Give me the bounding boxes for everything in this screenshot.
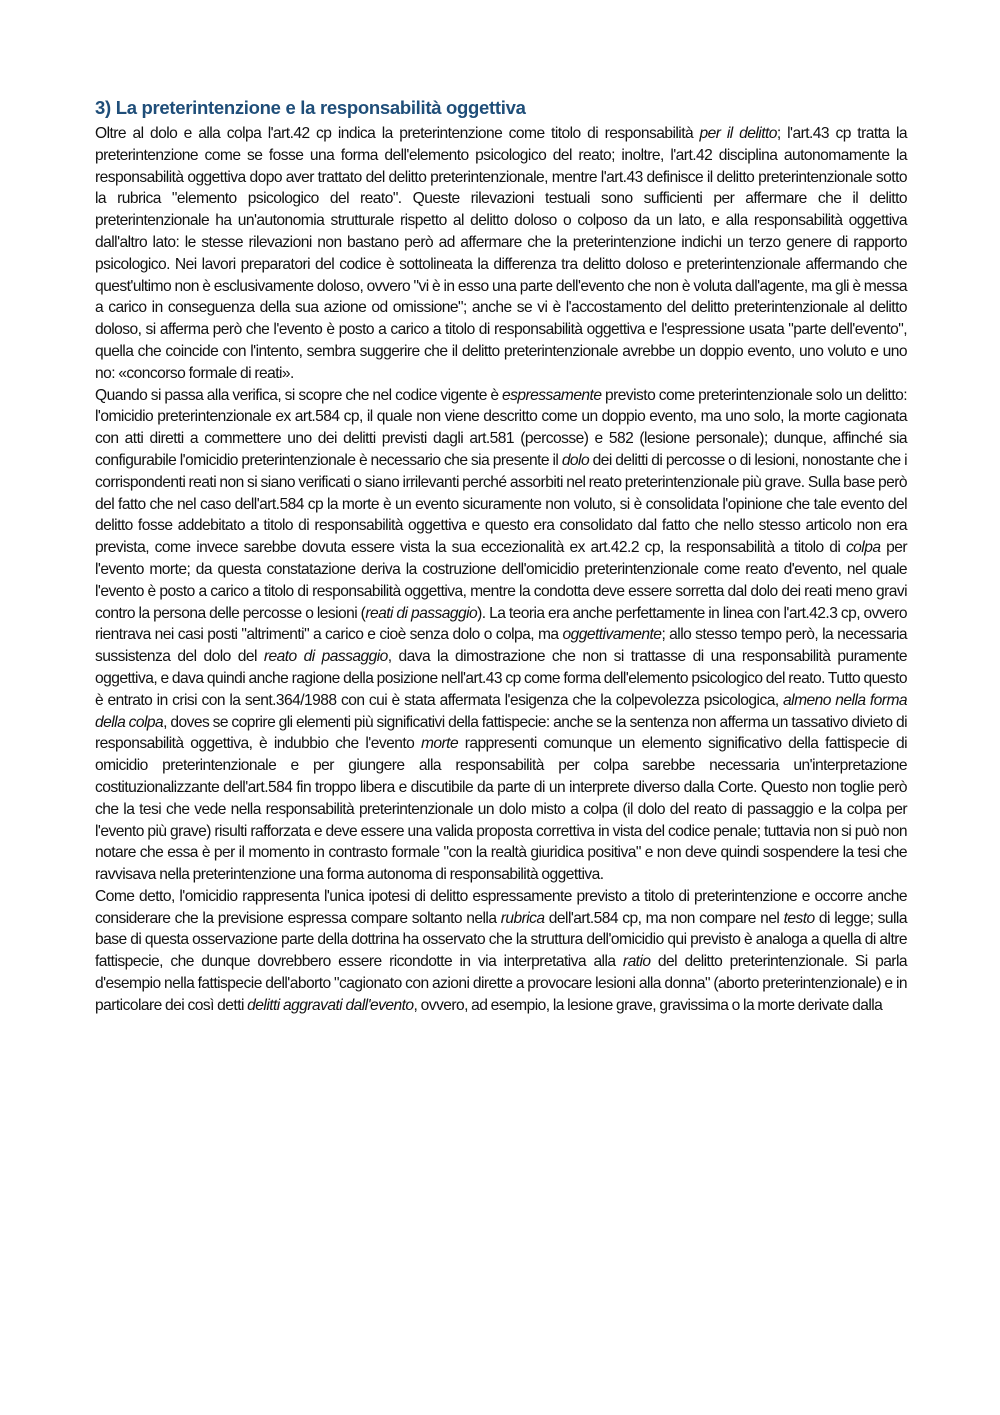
italic-text-run: colpa — [845, 539, 881, 557]
text-run: dei delitti di percosse o di lesioni, nonostante che i corrispondenti reati non si siano verificati o siano irrilevanti perché assorbiti nel reato preterintenzionale più grave. Sulla base però del fatto che nel caso dell'art.584 cp la morte è un evento sicuramente non voluto, si è consolidata l'opinione che tale evento del delitto fosse addebitato a titolo di responsabilità oggettiva e questo era consolidato dal fatto che nello stesso articolo non era prevista, come invece sarebbe dovuta essere vista la sua eccezionalità ex art.42.2 cp, la responsabilità a titolo di — [95, 451, 907, 557]
italic-text-run: morte — [420, 735, 459, 753]
text-run: ; l'art.43 cp tratta la preterintenzione come se fosse una forma dell'elemento psicologico del reato; inoltre, l'art.42 disciplina autonomamente la responsabilità oggettiva dopo aver trattato del delitto preterintenzionale, mentre l'art.43 definisce il delitto preterintenzionale sotto la rubrica "elemento psicologico del reato". Queste rilevazioni testuali sono sufficienti per affermare che il delitto preterintenzionale ha un'autonomia strutturale rispetto al delitto doloso o colposo da un lato, e alla responsabilità oggettiva dall'altro lato: le stesse rilevazioni non bastano però ad affermare che la preterintenzione indichi un terzo genere di rapporto psicologico. Nei lavori preparatori del codice è sottolineata la differenza tra delitto doloso e preterintenzionale affermando che quest'ultimo non è esclusivamente doloso, ovvero "vi è in esso una parte dell'evento che non è voluta dall'agente, ma gli è messa a carico in conseguenza della sua azione od omissione"; anche se vi è l'accostamento del delitto preterintenzionale al delitto doloso, si afferma però che l'evento è posto a carico a titolo di responsabilità oggettiva e l'espressione usata "parte dell'evento", quella che coincide con l'intento, sembra suggerire che il delitto preterintenzionale avrebbe un doppio evento, uno voluto e uno no: «concorso formale di reati». — [95, 125, 907, 382]
italic-text-run: almeno nella forma della colpa — [95, 691, 908, 731]
text-run: del delitto preterintenzionale. Si parla d'esempio nella fattispecie dell'aborto "cagionato con azioni dirette a provocare lesioni alla donna" (aborto preterintenzionale) e in particolare dei così detti — [95, 953, 907, 1014]
italic-text-run: reati di passaggio — [365, 604, 478, 622]
italic-text-run: dolo — [561, 451, 590, 469]
paragraph-3 — [95, 886, 907, 1017]
section-heading: 3) La preterintenzione e la responsabilità oggettiva — [95, 97, 526, 118]
text-run: rappresenti comunque un elemento significativo della fattispecie di omicidio preterintenzionale e per giungere alla responsabilità per colpa sarebbe necessaria un'interpretazione costituzionalizzante dell'art.584 fin troppo libera e discutibile da parte di un interprete diverso dalla Corte. Questo non toglie però che la tesi che vede nella responsabilità preterintenzionale un dolo misto a colpa (il dolo del reato di passaggio e la colpa per l'evento più grave) risulti rafforzata e deve essere una valida proposta correttiva in vista del codice penale; tuttavia non si può non notare che essa è per il momento in contrasto formale "con la realtà giuridica positiva" e non deve quindi sospendere la tesi che ravvisava nella preterintenzione una forma autonoma di responsabilità oggettiva. — [95, 735, 907, 884]
text-run: di legge; sulla base di questa osservazione parte della dottrina ha osservato che la struttura dell'omicidio qui previsto è analoga a quella di altre fattispecie, che dunque dovrebbero essere ricondotte in via interpretativa alla — [95, 909, 907, 971]
italic-text-run: oggettivamente — [562, 626, 662, 644]
text-run: ; allo stesso tempo però, la necessaria sussistenza del dolo del — [95, 626, 907, 666]
paragraph-1 — [95, 123, 907, 385]
italic-text-run: reato di passaggio — [263, 648, 388, 666]
text-run: Come detto, l'omicidio rappresenta l'unica ipotesi di delitto espressamente previsto a titolo di preterintenzione e occorre anche considerare che la previsione espressa compare soltanto nella — [95, 887, 907, 927]
text-run: Oltre al dolo e alla colpa l'art.42 cp indica la preterintenzione come titolo di responsabilità — [95, 125, 700, 142]
paragraph-2 — [95, 385, 907, 886]
text-run: ). La teoria era anche perfettamente in linea con l'art.42.3 cp, ovvero rientrava nei casi posti "altrimenti" a carico e cioè senza dolo o colpa, ma — [95, 604, 908, 644]
italic-text-run: testo — [783, 909, 815, 927]
italic-text-run: ratio — [622, 953, 651, 971]
text-run: , dava la dimostrazione che non si trattasse di una responsabilità puramente oggettiva, e dava quindi anche ragione della posizione nell'art.43 cp come forma dell'elemento psicologico del reato. Tutto questo è entrato in crisi con la sent.364/1988 con cui è stata affermata l'esigenza che la colpevolezza psicologica, — [95, 648, 907, 709]
italic-text-run: per il delitto — [699, 125, 777, 142]
text-run: per l'evento morte; da questa constatazione deriva la costruzione dell'omicidio preterintenzionale come reato d'evento, nel quale l'evento è posto a carico a titolo di responsabilità oggettiva, mentre la condotta deve essere sorretta dal dolo dei reati meno gravi contro la persona delle percosse o lesioni ( — [95, 539, 907, 622]
document-page — [95, 96, 907, 1017]
text-run: , ovvero, ad esempio, la lesione grave, gravissima o la morte derivate dalla — [413, 996, 883, 1014]
text-run: Quando si passa alla verifica, si scopre che nel codice vigente è — [95, 386, 502, 404]
text-run: dell'art.584 cp, ma non compare nel — [544, 909, 784, 927]
italic-text-run: espressamente — [502, 386, 602, 404]
italic-text-run: delitti aggravati dall'evento — [247, 996, 414, 1014]
text-run: previsto come preterintenzionale solo un delitto: l'omicidio preterintenzionale ex art.584 cp, il quale non viene descritto come un doppio evento, ma uno solo, la morte cagionata con atti diretti a commettere uno dei delitti previsti dagli art.581 (percosse) e 582 (lesione personale); dunque, affinché sia configurabile l'omicidio preterintenzionale è necessario che sia presente il — [95, 386, 908, 469]
italic-text-run: rubrica — [500, 909, 545, 927]
text-run: , doves se coprire gli elementi più significativi della fattispecie: anche se la sentenza non afferma un tassativo divieto di responsabilità oggettiva, è indubbio che l'evento — [95, 713, 907, 753]
